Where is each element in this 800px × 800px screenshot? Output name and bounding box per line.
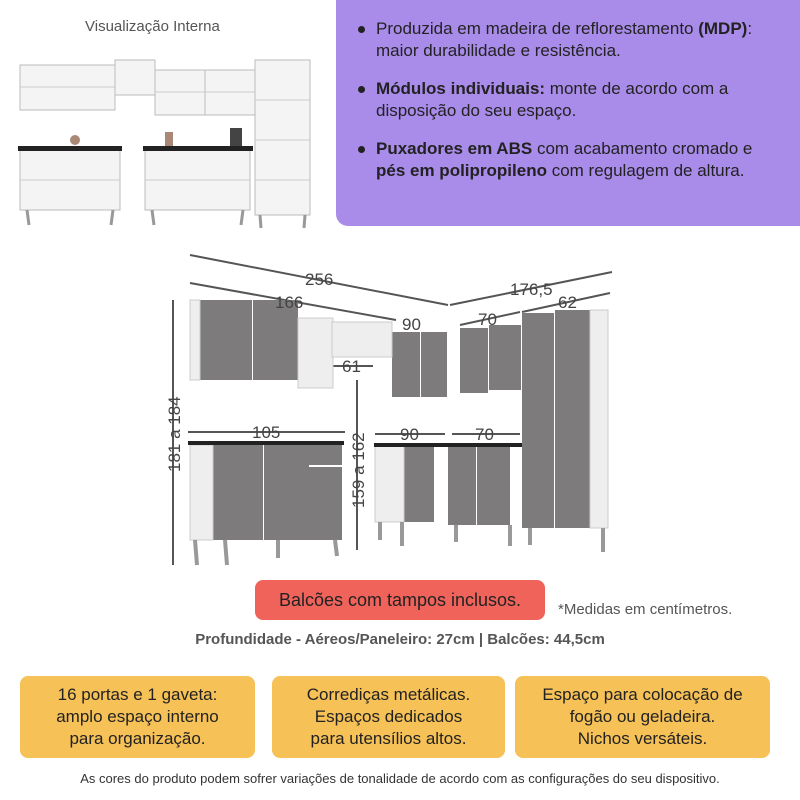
dim-90-upper: 90 [402, 315, 421, 334]
dim-height-base: 159 a 162 [349, 432, 368, 508]
feature-item: Puxadores em ABS com acabamento cromado e pés em polipropileno com regulagem de altura. [356, 138, 780, 182]
feature-item: Produzida em madeira de reflorestamento (MDP): maior durabilidade e resistência. [356, 18, 780, 62]
dim-70-base: 70 [475, 425, 494, 444]
features-panel [336, 0, 800, 226]
kitchen-dimension-diagram [160, 250, 630, 570]
measurement-note: *Medidas em centímetros. [558, 601, 733, 618]
highlight-doors: 16 portas e 1 gaveta: amplo espaço interno para organização. [20, 676, 255, 758]
internal-view-title: Visualização Interna [85, 18, 220, 35]
dim-176-5: 176,5 [510, 280, 553, 299]
dim-62: 62 [558, 293, 577, 312]
dim-166: 166 [275, 293, 304, 312]
dim-height-total: 181 a 184 [165, 396, 184, 472]
dim-90-base: 90 [400, 425, 419, 444]
color-disclaimer: As cores do produto podem sofrer variações de tonalidade de acordo com as configurações do seu dispositivo. [80, 771, 720, 786]
dim-61: 61 [342, 357, 361, 376]
dim-256: 256 [305, 270, 334, 289]
highlight-niches: Espaço para colocação de fogão ou geladeira. Nichos versáteis. [515, 676, 770, 758]
depth-info: Profundidade - Aéreos/Paneleiro: 27cm | Balcões: 44,5cm [195, 631, 605, 648]
tampos-included-badge: Balcões com tampos inclusos. [255, 580, 545, 620]
dim-105: 105 [252, 423, 281, 442]
highlight-slides: Corrediças metálicas. Espaços dedicados para utensílios altos. [272, 676, 505, 758]
dim-70-upper: 70 [478, 310, 497, 329]
internal-view-image [15, 40, 315, 230]
feature-item: Módulos individuais: monte de acordo com a disposição do seu espaço. [356, 78, 780, 122]
